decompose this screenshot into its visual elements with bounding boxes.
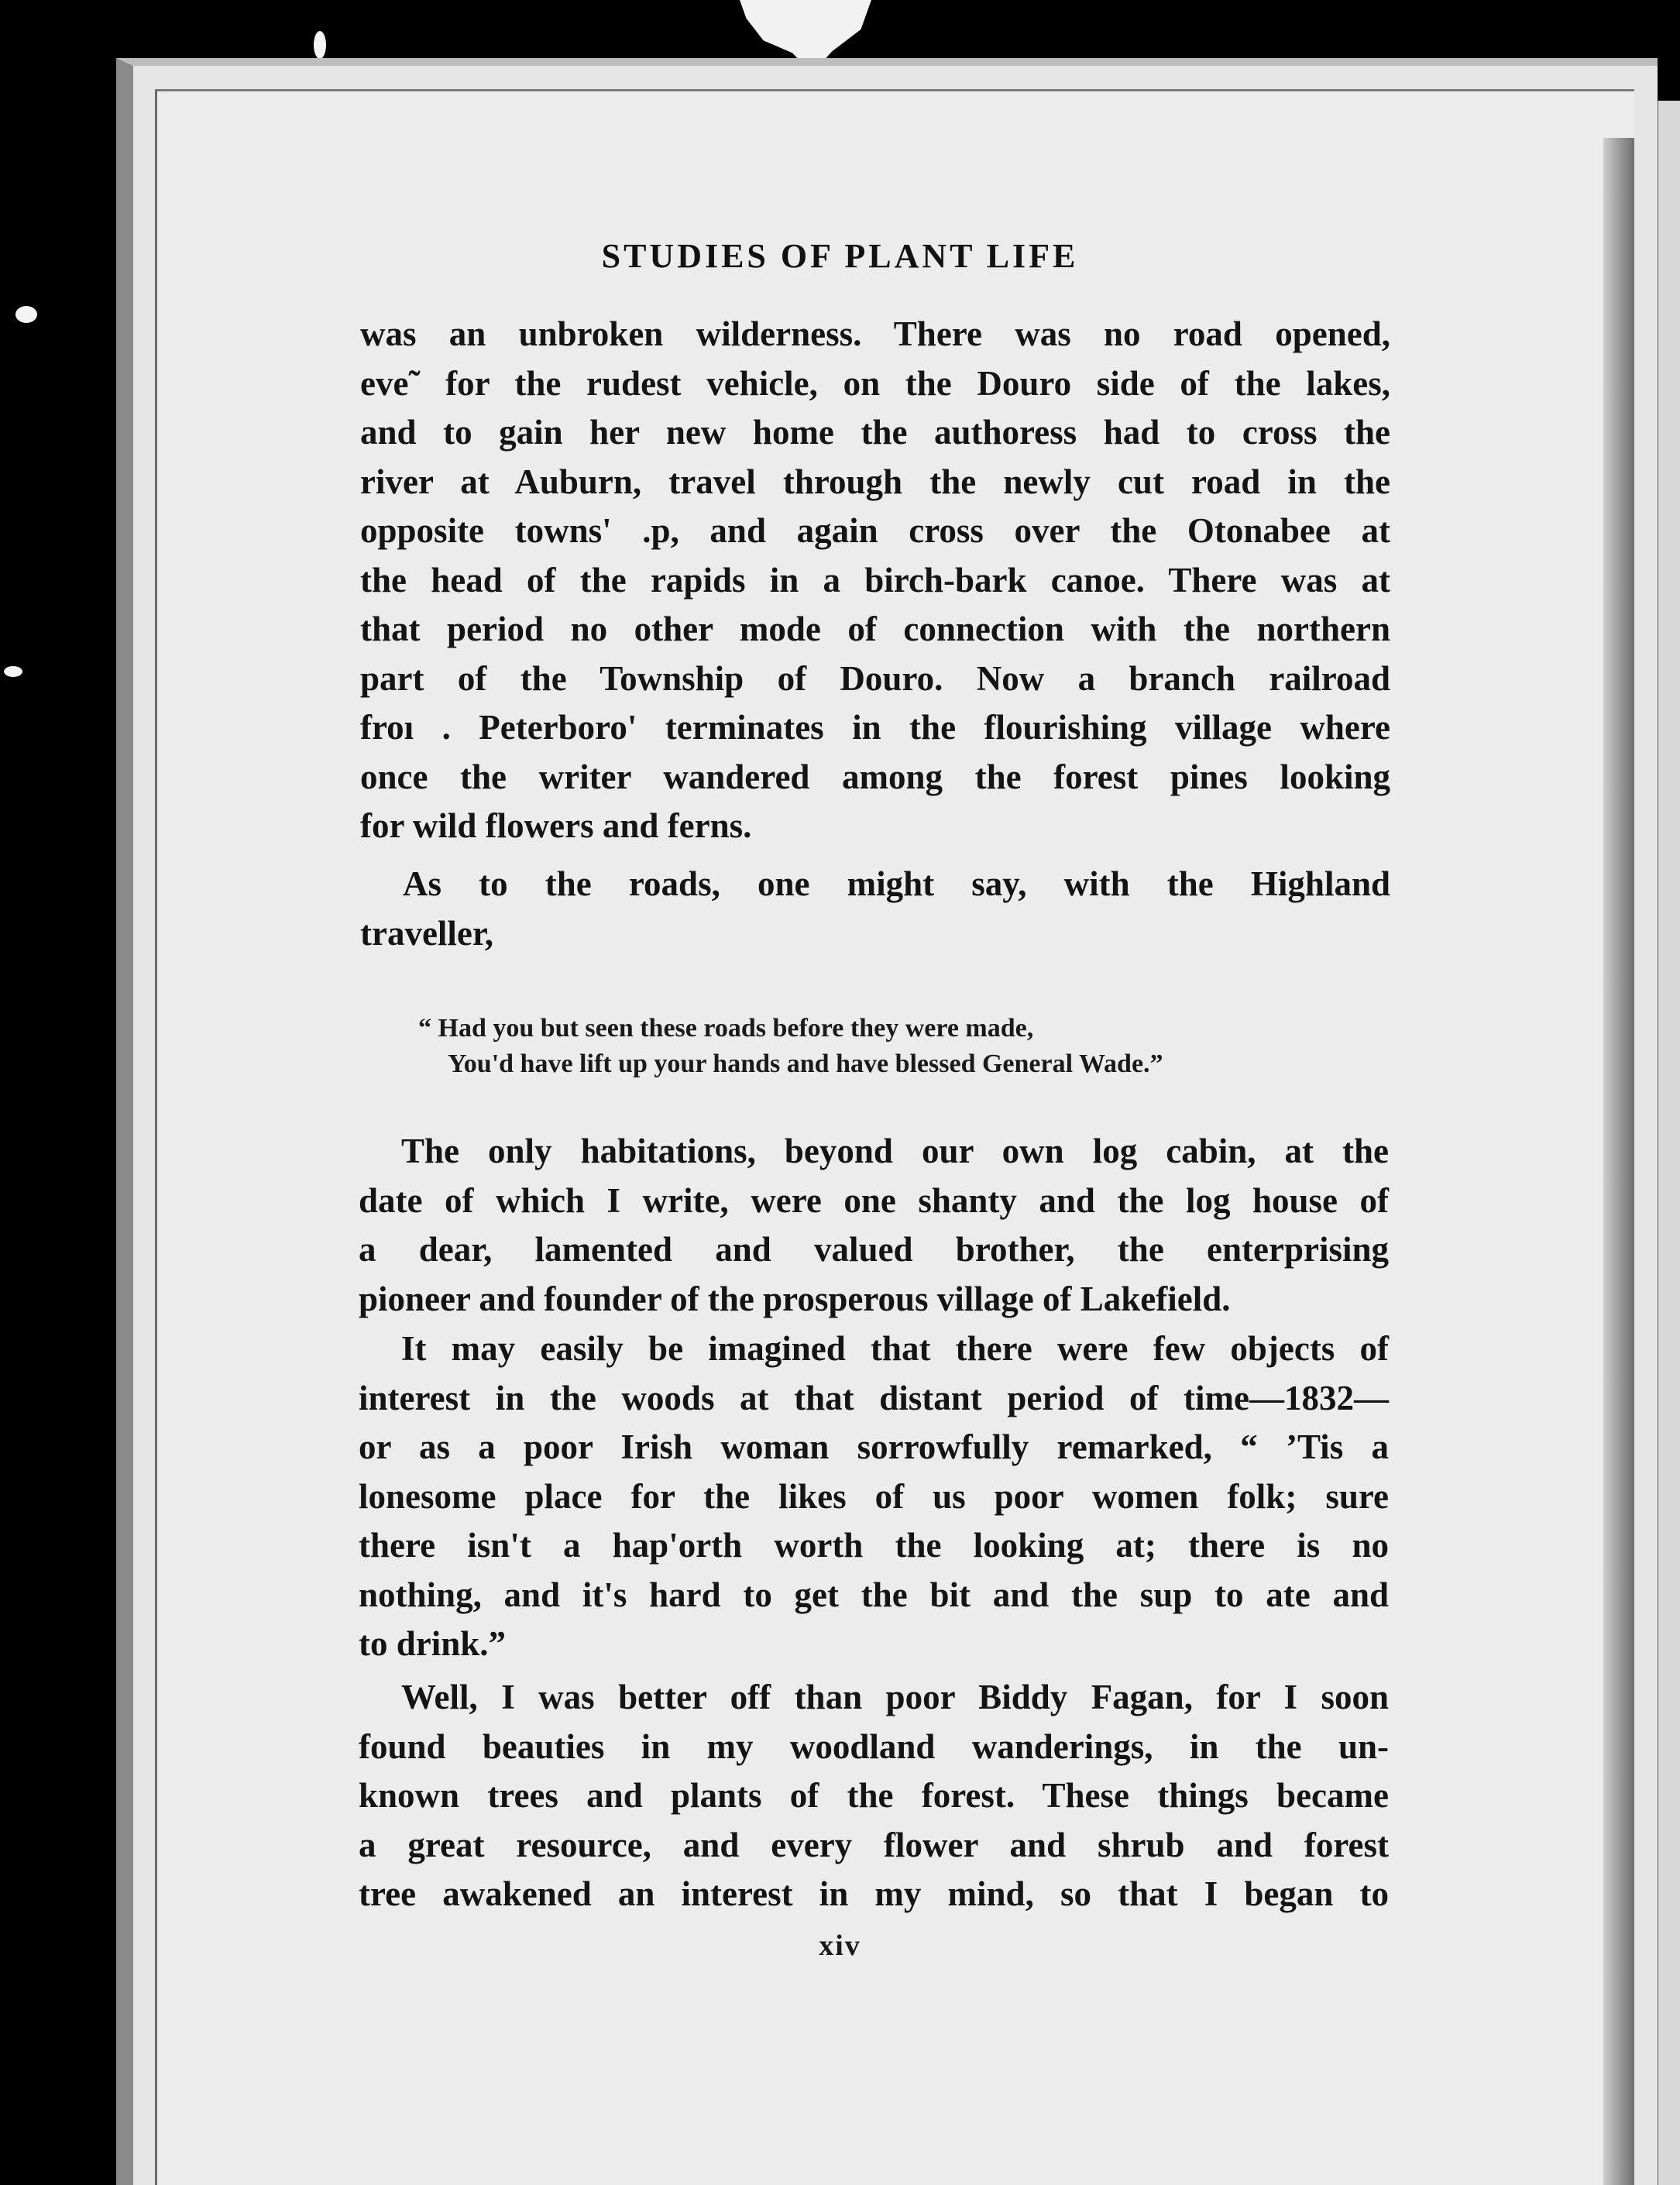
text-line: Well, I was better off than poor Biddy Fagan, for I soon [401, 1678, 1389, 1716]
text-line: known trees and plants of the forest. These things became [359, 1776, 1389, 1815]
text-line: tree awakened an interest in my mind, so that I began to [359, 1874, 1389, 1913]
text-line: As to the roads, one might say, with the Highland [403, 864, 1390, 903]
text-line: a dear, lamented and valued brother, the enterprising [359, 1230, 1389, 1269]
verse-quotation [418, 1011, 1348, 1082]
paragraph-5 [359, 1673, 1389, 1919]
text-line: froı . Peterboro' terminates in the flourishing village where [360, 708, 1390, 747]
page-number: xiv [819, 1929, 861, 1962]
text-line: found beauties in my woodland wanderings, in the un- [359, 1726, 1389, 1766]
running-head: STUDIES OF PLANT LIFE [601, 237, 1079, 275]
text-line: to drink.” [359, 1624, 507, 1663]
text-line: the head of the rapids in a birch-bark canoe. There was at [360, 560, 1390, 600]
text-line: opposite towns' .p, and again cross over the Otonabee at [360, 511, 1390, 550]
quote-line: You'd have lift up your hands and have blessed General Wade.” [448, 1050, 1163, 1078]
text-line: interest in the woods at that distant period of time—1832— [359, 1378, 1389, 1417]
text-line: eve˜ for the rudest vehicle, on the Douro side of the lakes, [360, 363, 1390, 403]
quote-line: “ Had you but seen these roads before they were made, [418, 1014, 1034, 1043]
text-line: river at Auburn, travel through the newly cut road in the [360, 462, 1390, 501]
text-line: It may easily be imagined that there were few objects of [401, 1329, 1389, 1368]
dust-speck [314, 31, 326, 59]
page-gutter-shadow [1603, 138, 1634, 2185]
paragraph-1 [360, 310, 1390, 851]
text-line: traveller, [360, 913, 494, 953]
text-line: date of which I write, were one shanty and the log house of [359, 1180, 1389, 1220]
paragraph-2 [360, 860, 1390, 958]
dust-speck [15, 306, 37, 323]
text-line: lonesome place for the likes of us poor women folk; sure [359, 1476, 1389, 1516]
text-line: The only habitations, beyond our own log cabin, at the [401, 1132, 1389, 1170]
text-line: pioneer and founder of the prosperous village of Lakefield. [359, 1279, 1231, 1318]
text-line: part of the Township of Douro. Now a branch railroad [360, 658, 1390, 698]
dust-speck [4, 666, 22, 677]
text-line: once the writer wandered among the forest pines looking [360, 757, 1390, 796]
text-line: a great resource, and every flower and shrub and forest [359, 1825, 1389, 1864]
paragraph-3 [359, 1127, 1389, 1324]
text-line: or as a poor Irish woman sorrowfully remarked, “ ’Tis a [359, 1427, 1389, 1466]
text-line: was an unbroken wilderness. There was no road opened, [360, 314, 1390, 353]
text-line: there isn't a hap'orth worth the looking at; there is no [359, 1526, 1389, 1565]
text-line: for wild flowers and ferns. [360, 806, 752, 845]
text-line: that period no other mode of connection with the northern [360, 610, 1390, 648]
adjacent-page-edge [1654, 101, 1680, 2185]
text-line: and to gain her new home the authoress had to cross the [360, 413, 1390, 452]
paragraph-4 [359, 1324, 1389, 1669]
text-line: nothing, and it's hard to get the bit and the sup to ate and [359, 1575, 1389, 1614]
